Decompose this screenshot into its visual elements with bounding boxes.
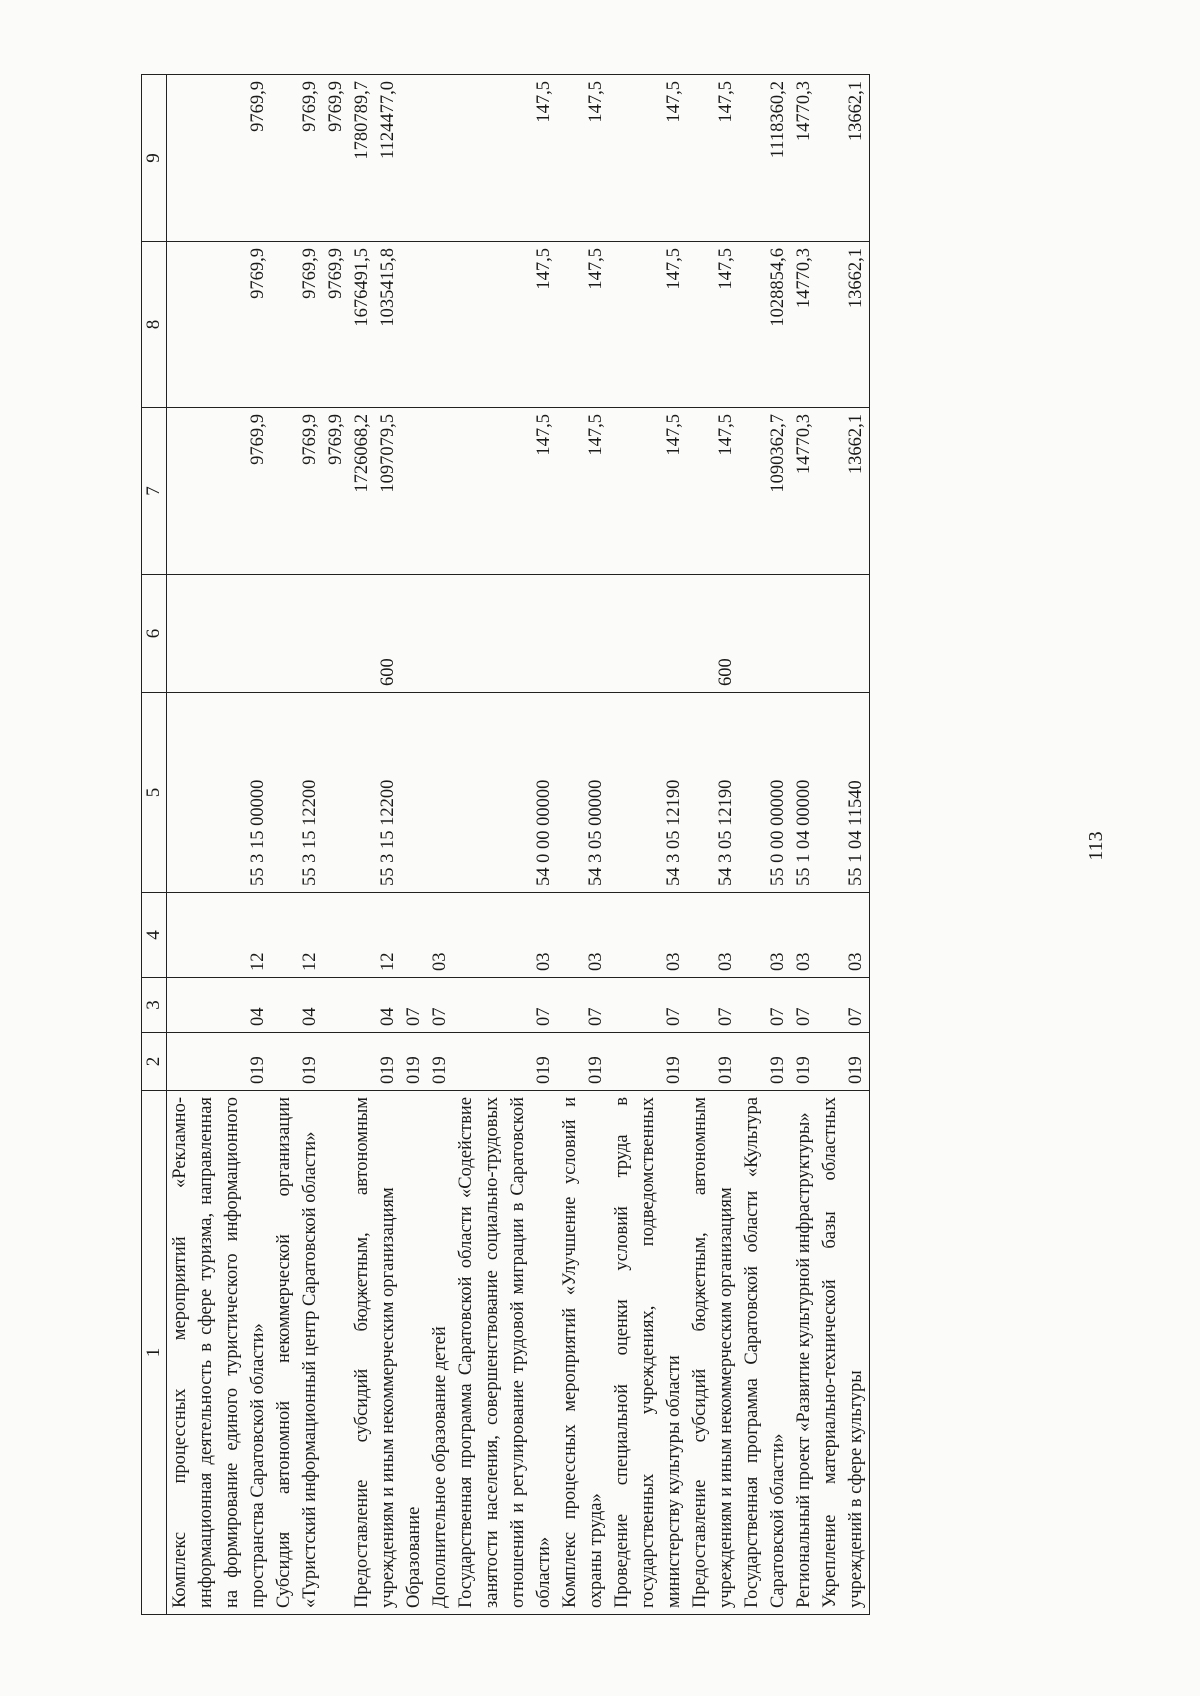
section-code: 04 — [323, 978, 401, 1033]
ministry-code: 019 — [323, 1033, 401, 1091]
expense-item-name: Предоставление субсидий бюджетным, автономным учреждениям и иным некоммерческим организациям — [687, 1091, 739, 1615]
amount-year-3 — [427, 75, 453, 242]
table-row — [687, 75, 739, 1615]
amount-value: 1780789,7 — [352, 81, 372, 160]
amount-year-2: 147,5 — [557, 242, 609, 408]
subsection-code: 03 — [427, 893, 453, 978]
amount-year-1: 14770,3 — [791, 408, 817, 575]
subsection-code: 03 — [791, 893, 817, 978]
expense-type-code — [609, 575, 687, 693]
amount-year-1: 1090362,7 — [739, 408, 791, 575]
expense-item-name: Государственная программа Саратовской области «Культура Саратовской области» — [739, 1091, 791, 1615]
subsection-code: 03 — [817, 893, 870, 978]
expense-type-code: 600 — [687, 575, 739, 693]
section-code: 07 — [427, 978, 453, 1033]
target-article-code: 54 3 05 12190 — [687, 693, 739, 893]
amount-year-2: 1028854,6 — [739, 242, 791, 408]
ministry-code: 019 — [401, 1033, 427, 1091]
expense-item-name: Образование — [401, 1091, 427, 1615]
expense-item-name: Региональный проект «Развитие культурной инфраструктуры» — [791, 1091, 817, 1615]
subsection-code: 03 — [609, 893, 687, 978]
subsection-code: 03 — [739, 893, 791, 978]
section-code: 07 — [791, 978, 817, 1033]
page-number: 113 — [1085, 831, 1107, 861]
amount-year-3: 147,5 — [557, 75, 609, 242]
amount-year-1: 9769,9 — [167, 408, 272, 575]
target-article-code: 54 0 00 00000 — [453, 693, 557, 893]
header-cell: 2 — [142, 1033, 167, 1091]
target-article-code: 55 1 04 11540 — [817, 693, 870, 893]
section-code: 07 — [687, 978, 739, 1033]
target-article-code: 55 3 15 12200 — [271, 693, 323, 893]
expense-type-code: 600 — [323, 575, 401, 693]
section-code: 04 — [271, 978, 323, 1033]
section-code: 07 — [739, 978, 791, 1033]
expense-item-name: Комплекс процессных мероприятий «Рекламно-информационная деятельность в сфере туризма, направленная на формирование единого туристического информационного пространства Саратовской области» — [167, 1091, 272, 1615]
target-article-code: 55 3 15 12200 — [323, 693, 401, 893]
expense-type-code — [817, 575, 870, 693]
amount-year-1: 13662,1 — [817, 408, 870, 575]
amount-year-1 — [401, 408, 427, 575]
ministry-code: 019 — [739, 1033, 791, 1091]
amount-year-1: 147,5 — [609, 408, 687, 575]
expense-type-code — [401, 575, 427, 693]
amount-year-1 — [323, 408, 401, 575]
amount-year-2: 14770,3 — [791, 242, 817, 408]
amount-year-1: 147,5 — [687, 408, 739, 575]
ministry-code: 019 — [817, 1033, 870, 1091]
section-code: 07 — [817, 978, 870, 1033]
target-article-code — [427, 693, 453, 893]
table-row — [609, 75, 687, 1615]
subsection-code — [401, 893, 427, 978]
amount-value: 9769,9 — [326, 81, 346, 132]
ministry-code: 019 — [167, 1033, 272, 1091]
section-code: 07 — [557, 978, 609, 1033]
table-row — [453, 75, 557, 1615]
amount-year-3: 9769,9 — [271, 75, 323, 242]
amount-value: 1035415,8 — [378, 248, 398, 327]
header-cell: 6 — [142, 575, 167, 693]
amount-value: 9769,9 — [326, 248, 346, 299]
header-cell: 1 — [142, 1091, 167, 1615]
table-row — [791, 75, 817, 1615]
amount-year-1 — [427, 408, 453, 575]
amount-value: 1097079,5 — [378, 414, 398, 493]
expense-item-name: Укрепление материально-технической базы областных учреждений в сфере культуры — [817, 1091, 870, 1615]
target-article-code: 55 3 15 00000 — [167, 693, 272, 893]
header-cell: 9 — [142, 75, 167, 242]
amount-year-3: 14770,3 — [791, 75, 817, 242]
ministry-code: 019 — [271, 1033, 323, 1091]
amount-year-3: 147,5 — [687, 75, 739, 242]
amount-year-2 — [401, 242, 427, 408]
table-row — [817, 75, 870, 1615]
table-row — [271, 75, 323, 1615]
amount-value: 1726068,2 — [352, 414, 372, 493]
amount-year-2: 9769,9 — [167, 242, 272, 408]
ministry-code: 019 — [609, 1033, 687, 1091]
amount-value: 9769,9 — [326, 414, 346, 465]
expense-item-name: Предоставление субсидий бюджетным, автономным учреждениям и иным некоммерческим организациям — [323, 1091, 401, 1615]
amount-year-2 — [427, 242, 453, 408]
table-row — [557, 75, 609, 1615]
amount-year-3 — [323, 75, 401, 242]
expense-type-code — [167, 575, 272, 693]
header-cell: 4 — [142, 893, 167, 978]
expense-item-name: Проведение специальной оценки условий труда в государственных учреждениях, подведомственных министерству культуры области — [609, 1091, 687, 1615]
expense-type-code — [427, 575, 453, 693]
amount-year-2: 9769,9 — [271, 242, 323, 408]
table-row — [323, 75, 401, 1615]
amount-year-2: 147,5 — [609, 242, 687, 408]
amount-year-2: 147,5 — [453, 242, 557, 408]
table-row — [167, 75, 272, 1615]
ministry-code: 019 — [557, 1033, 609, 1091]
column-number-header-row — [142, 75, 167, 1615]
target-article-code: 54 3 05 12190 — [609, 693, 687, 893]
amount-value: 1124477,0 — [378, 81, 398, 159]
amount-year-1: 9769,9 — [271, 408, 323, 575]
amount-year-3 — [401, 75, 427, 242]
amount-year-2: 147,5 — [687, 242, 739, 408]
subsection-code: 03 — [557, 893, 609, 978]
expense-type-code — [557, 575, 609, 693]
ministry-code: 019 — [453, 1033, 557, 1091]
subsection-code: 12 — [271, 893, 323, 978]
subsection-code: 03 — [687, 893, 739, 978]
table-row — [427, 75, 453, 1615]
section-code: 07 — [401, 978, 427, 1033]
header-cell: 3 — [142, 978, 167, 1033]
amount-value: 1676491,5 — [352, 248, 372, 327]
amount-year-2 — [323, 242, 401, 408]
header-cell: 5 — [142, 693, 167, 893]
expense-item-name: Государственная программа Саратовской области «Содействие занятости населения, совершенствование социально-трудовых отношений и регулирование трудовой миграции в Саратовской области» — [453, 1091, 557, 1615]
subsection-code: 03 — [453, 893, 557, 978]
amount-year-3: 13662,1 — [817, 75, 870, 242]
amount-year-3: 147,5 — [609, 75, 687, 242]
budget-table — [141, 74, 870, 1615]
amount-year-3: 9769,9 — [167, 75, 272, 242]
target-article-code — [401, 693, 427, 893]
target-article-code: 54 3 05 00000 — [557, 693, 609, 893]
amount-year-3: 1118360,2 — [739, 75, 791, 242]
subsection-code: 12 — [323, 893, 401, 978]
target-article-code: 55 1 04 00000 — [791, 693, 817, 893]
table-row — [401, 75, 427, 1615]
target-article-code: 55 0 00 00000 — [739, 693, 791, 893]
expense-type-code — [791, 575, 817, 693]
expense-item-name: Дополнительное образование детей — [427, 1091, 453, 1615]
header-cell: 7 — [142, 408, 167, 575]
amount-year-1: 147,5 — [453, 408, 557, 575]
subsection-code: 12 — [167, 893, 272, 978]
ministry-code: 019 — [687, 1033, 739, 1091]
section-code: 07 — [609, 978, 687, 1033]
expense-type-code — [271, 575, 323, 693]
expense-item-name: Комплекс процессных мероприятий «Улучшение условий и охраны труда» — [557, 1091, 609, 1615]
amount-year-2: 13662,1 — [817, 242, 870, 408]
ministry-code: 019 — [791, 1033, 817, 1091]
header-cell: 8 — [142, 242, 167, 408]
section-code: 07 — [453, 978, 557, 1033]
expense-type-code — [453, 575, 557, 693]
section-code: 04 — [167, 978, 272, 1033]
amount-year-3: 147,5 — [453, 75, 557, 242]
ministry-code: 019 — [427, 1033, 453, 1091]
expense-item-name: Субсидия автономной некоммерческой организации «Туристский информационный центр Саратовской области» — [271, 1091, 323, 1615]
amount-year-1: 147,5 — [557, 408, 609, 575]
expense-type-code — [739, 575, 791, 693]
table-row — [739, 75, 791, 1615]
